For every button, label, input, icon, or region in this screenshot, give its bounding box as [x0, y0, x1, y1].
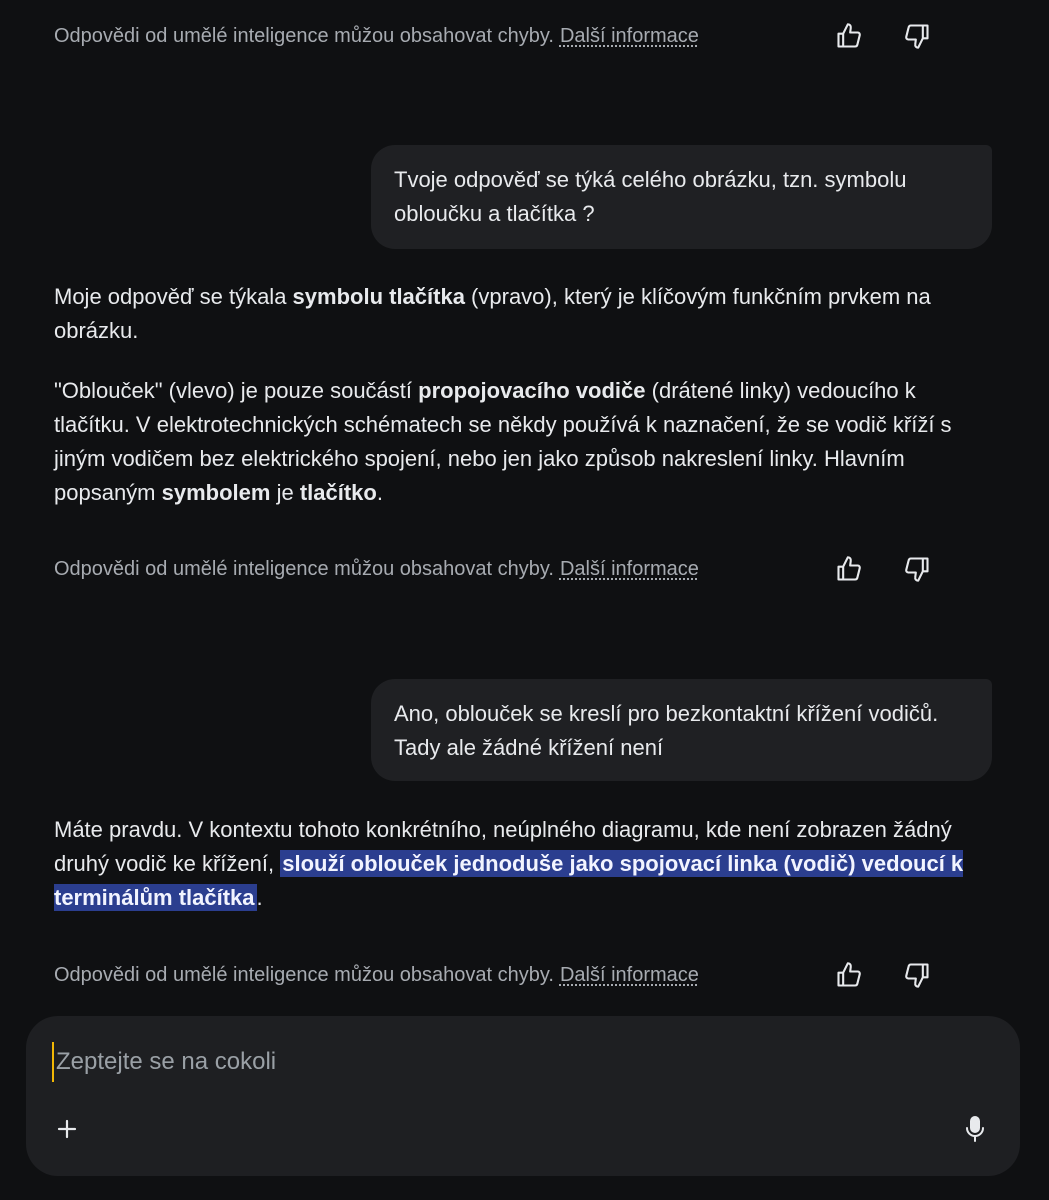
response-text: "Oblouček" (vlevo) je pouze součástí [54, 378, 419, 403]
ai-response [54, 280, 995, 510]
response-text: (drátené linky) vedoucího k tlačítku. V elektrotechnických schématech se někdy používá k naznačení, že se vodič kříží s jiným vodičem bez elektrického spojení, nebo jen jako způsob nakreslení linky. Hlavním popsaným [54, 378, 952, 505]
response-text: Máte pravdu. V kontextu tohoto konkrétního, neúplného diagramu, kde není zobrazen žádný druhý vodič ke křížení, [54, 817, 952, 876]
disclaimer-row [54, 18, 1009, 54]
thumb-up-icon[interactable] [833, 553, 865, 585]
ai-response [54, 813, 995, 915]
highlighted-text: slouží oblouček jednoduše jako spojovací linka (vodič) vedoucí k terminálům tlačítka [54, 851, 964, 910]
response-text: Moje odpověď se týkala [54, 284, 293, 309]
response-paragraph [54, 280, 995, 348]
bold-text: symbolem [161, 480, 271, 505]
prompt-input[interactable] [52, 1042, 856, 1082]
feedback-buttons [833, 959, 933, 991]
feedback-buttons [833, 553, 933, 585]
disclaimer-text: Odpovědi od umělé inteligence můžou obsahovat chyby. [54, 557, 554, 580]
response-text: . [256, 885, 263, 910]
prompt-box [26, 1016, 1020, 1176]
bold-text: symbolu tlačítka [292, 284, 465, 309]
bold-text: tlačítko [299, 480, 377, 505]
response-text: . [376, 480, 383, 505]
user-message: Ano, oblouček se kreslí pro bezkontaktní křížení vodičů. Tady ale žádné křížení není [371, 679, 992, 781]
disclaimer-text: Odpovědi od umělé inteligence můžou obsahovat chyby. [54, 24, 554, 47]
feedback-buttons [833, 20, 933, 52]
thumb-up-icon[interactable] [833, 20, 865, 52]
response-paragraph [54, 374, 995, 510]
more-info-link[interactable]: Další informace [559, 557, 699, 580]
user-message: Tvoje odpověď se týká celého obrázku, tzn. symbolu obloučku a tlačítka ? [371, 145, 992, 249]
disclaimer-row [54, 551, 1009, 587]
disclaimer-text: Odpovědi od umělé inteligence můžou obsahovat chyby. [54, 963, 554, 986]
thumb-up-icon[interactable] [833, 959, 865, 991]
more-info-link[interactable]: Další informace [559, 963, 699, 986]
thumb-down-icon[interactable] [901, 553, 933, 585]
more-info-link[interactable]: Další informace [559, 24, 699, 47]
plus-icon[interactable] [52, 1114, 82, 1144]
thumb-down-icon[interactable] [901, 20, 933, 52]
microphone-icon[interactable] [960, 1112, 990, 1146]
response-paragraph [54, 813, 995, 915]
bold-text: propojovacího vodiče [418, 378, 646, 403]
response-text: je [270, 480, 300, 505]
response-text: (vpravo), který je klíčovým funkčním prvkem na obrázku. [54, 284, 931, 343]
disclaimer-row [54, 957, 1009, 993]
thumb-down-icon[interactable] [901, 959, 933, 991]
